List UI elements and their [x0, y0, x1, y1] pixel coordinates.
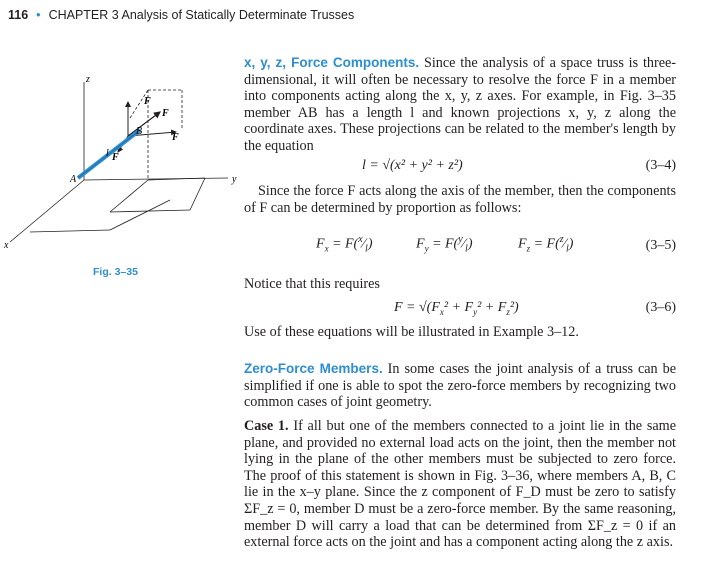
fig-label-fx: F — [112, 152, 119, 163]
section-heading-zero-force: Zero-Force Members. — [244, 361, 383, 376]
page-number: 116 — [8, 8, 29, 22]
section-paragraph-zero-force: In some cases the joint analysis of a truss can be simplified if one is able to spot the zero-force members by recognizing two common cases of joint geometry. — [244, 361, 677, 411]
section-zero-force — [244, 361, 676, 411]
equation-3-4-text: l = √(x² + y² + z²) — [362, 158, 463, 173]
fig-label-l: l — [106, 148, 109, 159]
fig-label-b: B — [136, 126, 143, 137]
equation-3-6: $F = √(F_x^2 + F_y^2 + F_z^2)$ (3–6) — [394, 300, 676, 317]
fig-label-f: F — [162, 108, 169, 119]
equation-3-5-number: (3–5) — [645, 238, 676, 253]
section-paragraph-force-components: Since the analysis of a space truss is three-dimensional, it will often be necessary to resolve the force F in a member into components acting along the x, y, z axes. For example, in Fig. 3–35 member AB has a length l and known projections x, y, z along the coordinate axes. These projections can be related to the member's length by the equation — [244, 55, 677, 154]
figure-caption: Fig. 3–35 — [93, 266, 138, 278]
paragraph-example-text: Use of these equations will be illustrated in Example 3–12. — [244, 324, 579, 340]
equation-3-4-number: (3–4) — [645, 158, 676, 173]
equation-3-4 — [244, 158, 676, 176]
paragraph-proportion-text: Since the force F acts along the axis of the member, then the components of F can be determined by proportion as follows: — [244, 183, 676, 216]
paragraph-notice-text: Notice that this requires — [244, 276, 380, 292]
figure-3-35 — [0, 60, 240, 260]
fig-label-y: y — [232, 174, 237, 185]
case-1-paragraph: If all but one of the members connected to a joint lie in the same plane, and provided no external load acts on the joint, then the member not lying in the plane of the other members must be subjected to zero force. The proof of this statement is shown in Fig. 3–36, where members A, B, C lie in the x–y plane. Since the z component of F_D must be zero to satisfy ΣF_z = 0, member D must be a zero-force member. By the same reasoning, member D will carry a load that can be determined from ΣF_z = 0 if an external force acts on the joint and has a component acting along the z axis. — [244, 418, 676, 551]
section-heading-force-components: x, y, z, Force Components. — [244, 55, 420, 70]
paragraph-example — [244, 324, 676, 341]
fig-label-x: x — [4, 240, 9, 251]
paragraph-proportion — [244, 183, 676, 216]
case-1-label: Case 1. — [244, 418, 289, 434]
fig-label-z: z — [86, 74, 90, 85]
section-force-components — [244, 55, 676, 155]
fig-label-a: A — [70, 174, 77, 185]
x-axis — [10, 180, 84, 242]
fig-label-fz: F — [144, 96, 151, 107]
fig-label-fy: F — [172, 132, 179, 143]
header-bullet-icon: • — [36, 8, 41, 22]
case-1 — [244, 418, 676, 551]
chapter-title: CHAPTER 3 Analysis of Statically Determinate Trusses — [48, 8, 355, 22]
equation-3-6-number: (3–6) — [645, 300, 676, 315]
page-header — [8, 8, 354, 22]
equation-3-5: $F_x$ = $F(^x⁄_l)$ $F_y$ = $F(^y⁄_l)$ $F_z$ = $F(^z⁄_l)$ (3–5) — [316, 234, 676, 255]
paragraph-notice — [244, 276, 676, 293]
